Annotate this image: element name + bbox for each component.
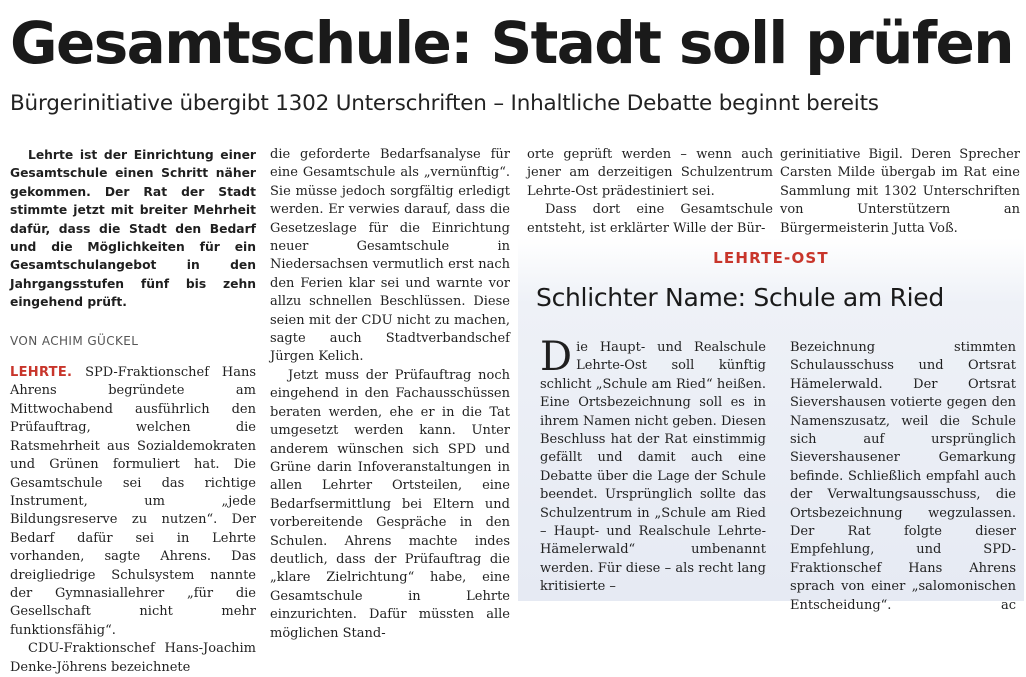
article-paragraph-3-cont: orte geprüft werden – wenn auch jener am derzeitigen Schulzentrum Lehrte-Ost prädestiniert sei. — [527, 147, 773, 199]
sidebar-kicker: LEHRTE-OST — [713, 249, 829, 267]
sidebar-column-1 — [540, 334, 766, 597]
article-column-3 — [527, 146, 773, 238]
article-paragraph-4-cont: gerinitiative Bigil. Deren Sprecher Carsten Milde übergab im Rat eine Sammlung mit 1302 Unterschriften von Unterstützern an Bürgermeisterin Jutta Voß. — [780, 147, 1020, 236]
article-paragraph-3-start: Jetzt muss der Prüfauftrag noch eingehend in den Fachausschüssen beraten werden, ehe er in die Tat umgesetzt werden kann. Unter anderem wünschen sich SPD und Grüne darin Infoveranstaltungen in allen Lehrter Ortsteilen, eine Bedarfsermittlung bei Eltern und vorbereitende Gespräche in den Schulen. Ahrens machte indes deutlich, dass der Prüfauftrag die „klare Zielrichtung“ habe, eine Gesamtschule in Lehrte einzurichten. Dafür müssten alle möglichen Stand- — [270, 367, 510, 641]
dateline: LEHRTE. — [10, 365, 73, 381]
lead-paragraph: Lehrte ist der Einrichtung einer Gesamtschule einen Schritt näher gekommen. Der Rat der Stadt stimmte jetzt mit breiter Mehrheit dafür, dass die Stadt den Bedarf und die Möglichkeiten für ein Gesamtschulangebot in den Jahrgangsstufen fünf bis zehn eingehend prüft. — [10, 148, 256, 310]
sidebar-paragraph-start: Die Haupt- und Realschule Lehrte-Ost soll künftig schlicht „Schule am Ried“ heißen. Eine Ortsbezeichnung soll es in ihrem Namen nicht geben. Diesen Beschluss hat der Rat einstimmig gefällt und damit auch eine Debatte über die Lage der Schule beendet. Ursprünglich sollte das Schulzentrum in „Schule am Ried – Haupt- und Realschule Lehrte-Hämelerwald“ umbenannt werden. Für diese – als recht lang kritisierte – — [540, 334, 766, 595]
article-paragraph-2-start: CDU-Fraktionschef Hans-Joachim Denke-Jöhrens bezeichnete — [10, 641, 256, 675]
sidebar-dropcap: D — [540, 334, 573, 380]
article-paragraph-4-start: Dass dort eine Gesamtschule entsteht, ist erklärter Wille der Bür- — [527, 202, 773, 236]
sidebar-column-2 — [790, 339, 1016, 615]
article-paragraph-1 — [10, 364, 256, 640]
sidebar-signature: ac — [1000, 597, 1016, 613]
sidebar-paragraph-cont: Bezeichnung stimmten Schulausschuss und Ortsrat Hämelerwald. Der Ortsrat Sievershausen votierte gegen den Namenszusatz, weil die Schule sich auf ursprünglich Sievershausener Gemarkung befinde. Schließlich empfahl auch der Verwaltungsausschuss, die Ortsbezeichnung wegzulassen. Der Rat folgte dieser Empfehlung, und SPD-Fraktionschef Hans Ahrens sprach von einer „salomonischen Entscheidung“. ac — [790, 339, 1016, 615]
article-column-4 — [780, 146, 1020, 238]
article-column-1 — [10, 146, 256, 677]
article-column-2 — [270, 146, 510, 643]
article-paragraph-1-text: SPD-Fraktionschef Hans Ahrens begründete am Mittwochabend ausführlich den Prüfauftrag, welchen die Ratsmehrheit aus Sozialdemokraten und Grünen formuliert hat. Die Gesamtschule sei das richtige Instrument, um „jede Bildungsreserve zu nutzen“. Der Bedarf dafür sei in Lehrte vorhanden, sagte Ahrens. Das dreigliedrige Schulsystem nannte der Gymnasiallehrer „für die Gesellschaft nicht mehr funktionsfähig“. — [10, 365, 256, 638]
sidebar-title: Schlichter Name: Schule am Ried — [536, 283, 944, 312]
headline: Gesamtschule: Stadt soll prüfen — [10, 9, 1013, 77]
subheadline: Bürgerinitiative übergibt 1302 Unterschriften – Inhaltliche Debatte beginnt bereits — [10, 91, 879, 116]
article-paragraph-2-cont: die geforderte Bedarfsanalyse für eine Gesamtschule als „vernünftig“. Sie müsse jedoch sorgfältig erledigt werden. Er verwies darauf, dass die Gesetzeslage für die Einrichtung neuer Gesamtschule in Niedersachsen vermutlich erst nach den Ferien klar sei und warnte vor allzu schnellen Beschlüssen. Diese seien mit der CDU nicht zu machen, sagte auch Stadtverbandschef Jürgen Kelich. — [270, 147, 510, 365]
byline: VON ACHIM GÜCKEL — [10, 333, 139, 348]
